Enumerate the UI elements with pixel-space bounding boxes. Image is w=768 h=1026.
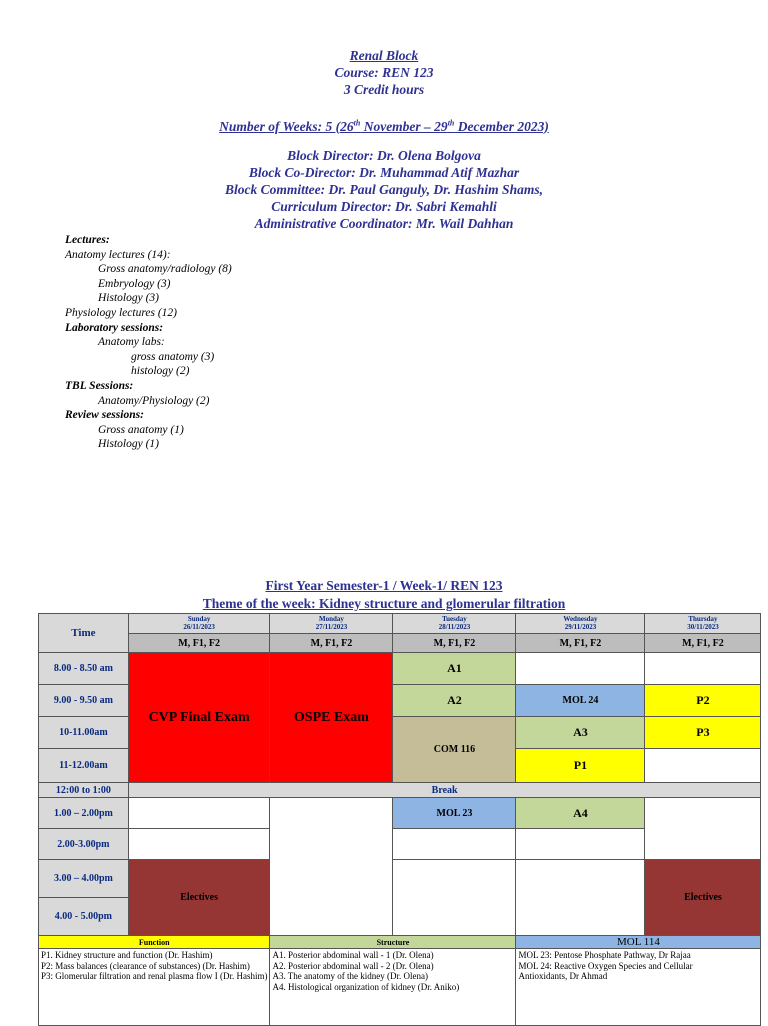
group-wednesday: M, F1, F2 — [516, 634, 645, 653]
legend-item: Antioxidants, Dr Ahmad — [518, 971, 608, 981]
lectures-heading: Lectures: — [65, 234, 110, 246]
week-title: First Year Semester-1 / Week-1/ REN 123 — [265, 578, 503, 593]
break-row: Break — [128, 783, 761, 798]
lectures-list — [65, 233, 232, 452]
session-mol23: MOL 23 — [393, 798, 516, 829]
session-p3: P3 — [645, 717, 761, 749]
day-header-wednesday: Wednesday 29/11/2023 — [516, 614, 645, 634]
sunday-electives: Electives — [128, 860, 270, 936]
curriculum-director: Curriculum Director: Dr. Sabri Kemahli — [271, 199, 497, 214]
anatomy-labs: Anatomy labs: — [98, 336, 165, 349]
legend-item: A4. Histological organization of kidney (Dr. Aniko) — [272, 981, 460, 992]
legend-function-header: Function — [39, 936, 270, 949]
session-p2: P2 — [645, 685, 761, 717]
day-header-sunday: Sunday 26/11/2023 — [128, 614, 270, 634]
session-a2: A2 — [393, 685, 516, 717]
empty-cell — [128, 798, 270, 829]
group-sunday: M, F1, F2 — [128, 634, 270, 653]
physiology-lectures: Physiology lectures (12) — [65, 306, 177, 319]
anatomy-lectures: Anatomy lectures (14): — [65, 248, 171, 261]
day-header-monday: Monday 27/11/2023 — [270, 614, 393, 634]
time-slot: 12:00 to 1:00 — [39, 783, 129, 798]
group-tuesday: M, F1, F2 — [393, 634, 516, 653]
legend-mol-header: MOL 114 — [516, 936, 761, 949]
credit-hours: 3 Credit hours — [343, 82, 425, 97]
time-slot: 4.00 - 5.00pm — [39, 898, 129, 936]
session-mol24: MOL 24 — [516, 685, 645, 717]
time-slot: 3.00 – 4.00pm — [39, 860, 129, 898]
review-gross: Gross anatomy (1) — [98, 423, 184, 436]
time-slot: 1.00 – 2.00pm — [39, 798, 129, 829]
block-co-director: Block Co-Director: Dr. Muhammad Atif Mazhar — [248, 165, 520, 180]
schedule-table — [38, 613, 761, 1026]
lab-sessions-heading: Laboratory sessions: — [65, 321, 164, 334]
time-slot: 2.00-3.00pm — [39, 829, 129, 860]
block-director: Block Director: Dr. Olena Bolgova — [287, 148, 481, 163]
empty-cell — [393, 860, 516, 936]
time-slot: 9.00 - 9.50 am — [39, 685, 129, 717]
empty-cell — [645, 798, 761, 860]
empty-cell — [516, 860, 645, 936]
empty-cell — [128, 829, 270, 860]
group-monday: M, F1, F2 — [270, 634, 393, 653]
course-code: Course: REN 123 — [334, 65, 434, 80]
legend-item: MOL 24: Reactive Oxygen Species and Cellular — [518, 960, 693, 971]
time-header: Time — [39, 614, 129, 653]
legend-function-list — [39, 949, 270, 1026]
empty-cell — [516, 829, 645, 860]
histology-labs: histology (2) — [131, 365, 190, 378]
legend-structure-list — [270, 949, 516, 1026]
day-header-tuesday: Tuesday 28/11/2023 — [393, 614, 516, 634]
legend-item: A2. Posterior abdominal wall - 2 (Dr. Olena) — [272, 960, 434, 971]
session-a3: A3 — [516, 717, 645, 749]
legend-structure-header: Structure — [270, 936, 516, 949]
gross-anatomy-labs: gross anatomy (3) — [131, 350, 215, 363]
tbl-heading: TBL Sessions: — [65, 379, 134, 392]
block-committee: Block Committee: Dr. Paul Ganguly, Dr. Hashim Shams, — [225, 182, 543, 197]
administrative-coordinator: Administrative Coordinator: Mr. Wail Dahhan — [254, 216, 514, 231]
legend-item: P2: Mass balances (clearance of substances) (Dr. Hashim) — [41, 960, 250, 971]
review-heading: Review sessions: — [65, 409, 144, 422]
legend-item: P1. Kidney structure and function (Dr. Hashim) — [41, 950, 213, 960]
session-a1: A1 — [393, 653, 516, 685]
empty-cell — [645, 749, 761, 783]
session-p1: P1 — [516, 749, 645, 783]
session-com116: COM 116 — [393, 717, 516, 783]
block-title: Renal Block — [349, 48, 419, 63]
number-of-weeks: Number of Weeks: 5 (26th November – 29th December 2023) — [219, 118, 549, 134]
empty-cell — [645, 653, 761, 685]
empty-cell — [270, 798, 393, 936]
review-histology: Histology (1) — [98, 438, 160, 451]
embryology-lectures: Embryology (3) — [98, 277, 171, 290]
gross-anatomy-lectures: Gross anatomy/radiology (8) — [98, 263, 232, 276]
time-slot: 10-11.00am — [39, 717, 129, 749]
legend-item: P3: Glomerular filtration and renal plasma flow I (Dr. Hashim) — [41, 971, 268, 981]
empty-cell — [393, 829, 516, 860]
week-theme: Theme of the week: Kidney structure and glomerular filtration — [202, 596, 566, 611]
legend-item: A3. The anatomy of the kidney (Dr. Olena) — [272, 971, 428, 981]
tbl-item: Anatomy/Physiology (2) — [98, 394, 210, 407]
histology-lectures: Histology (3) — [98, 292, 160, 305]
day-header-thursday: Thursday 30/11/2023 — [645, 614, 761, 634]
group-thursday: M, F1, F2 — [645, 634, 761, 653]
monday-exam: OSPE Exam — [270, 653, 393, 783]
legend-item: A1. Posterior abdominal wall - 1 (Dr. Olena) — [272, 950, 434, 960]
time-slot: 11-12.00am — [39, 749, 129, 783]
session-a4: A4 — [516, 798, 645, 829]
legend-mol-list — [516, 949, 761, 1026]
time-slot: 8.00 - 8.50 am — [39, 653, 129, 685]
empty-cell — [516, 653, 645, 685]
legend-item: MOL 23: Pentose Phosphate Pathway, Dr Rajaa — [518, 950, 691, 960]
sunday-exam: CVP Final Exam — [128, 653, 270, 783]
thursday-electives: Electives — [645, 860, 761, 936]
